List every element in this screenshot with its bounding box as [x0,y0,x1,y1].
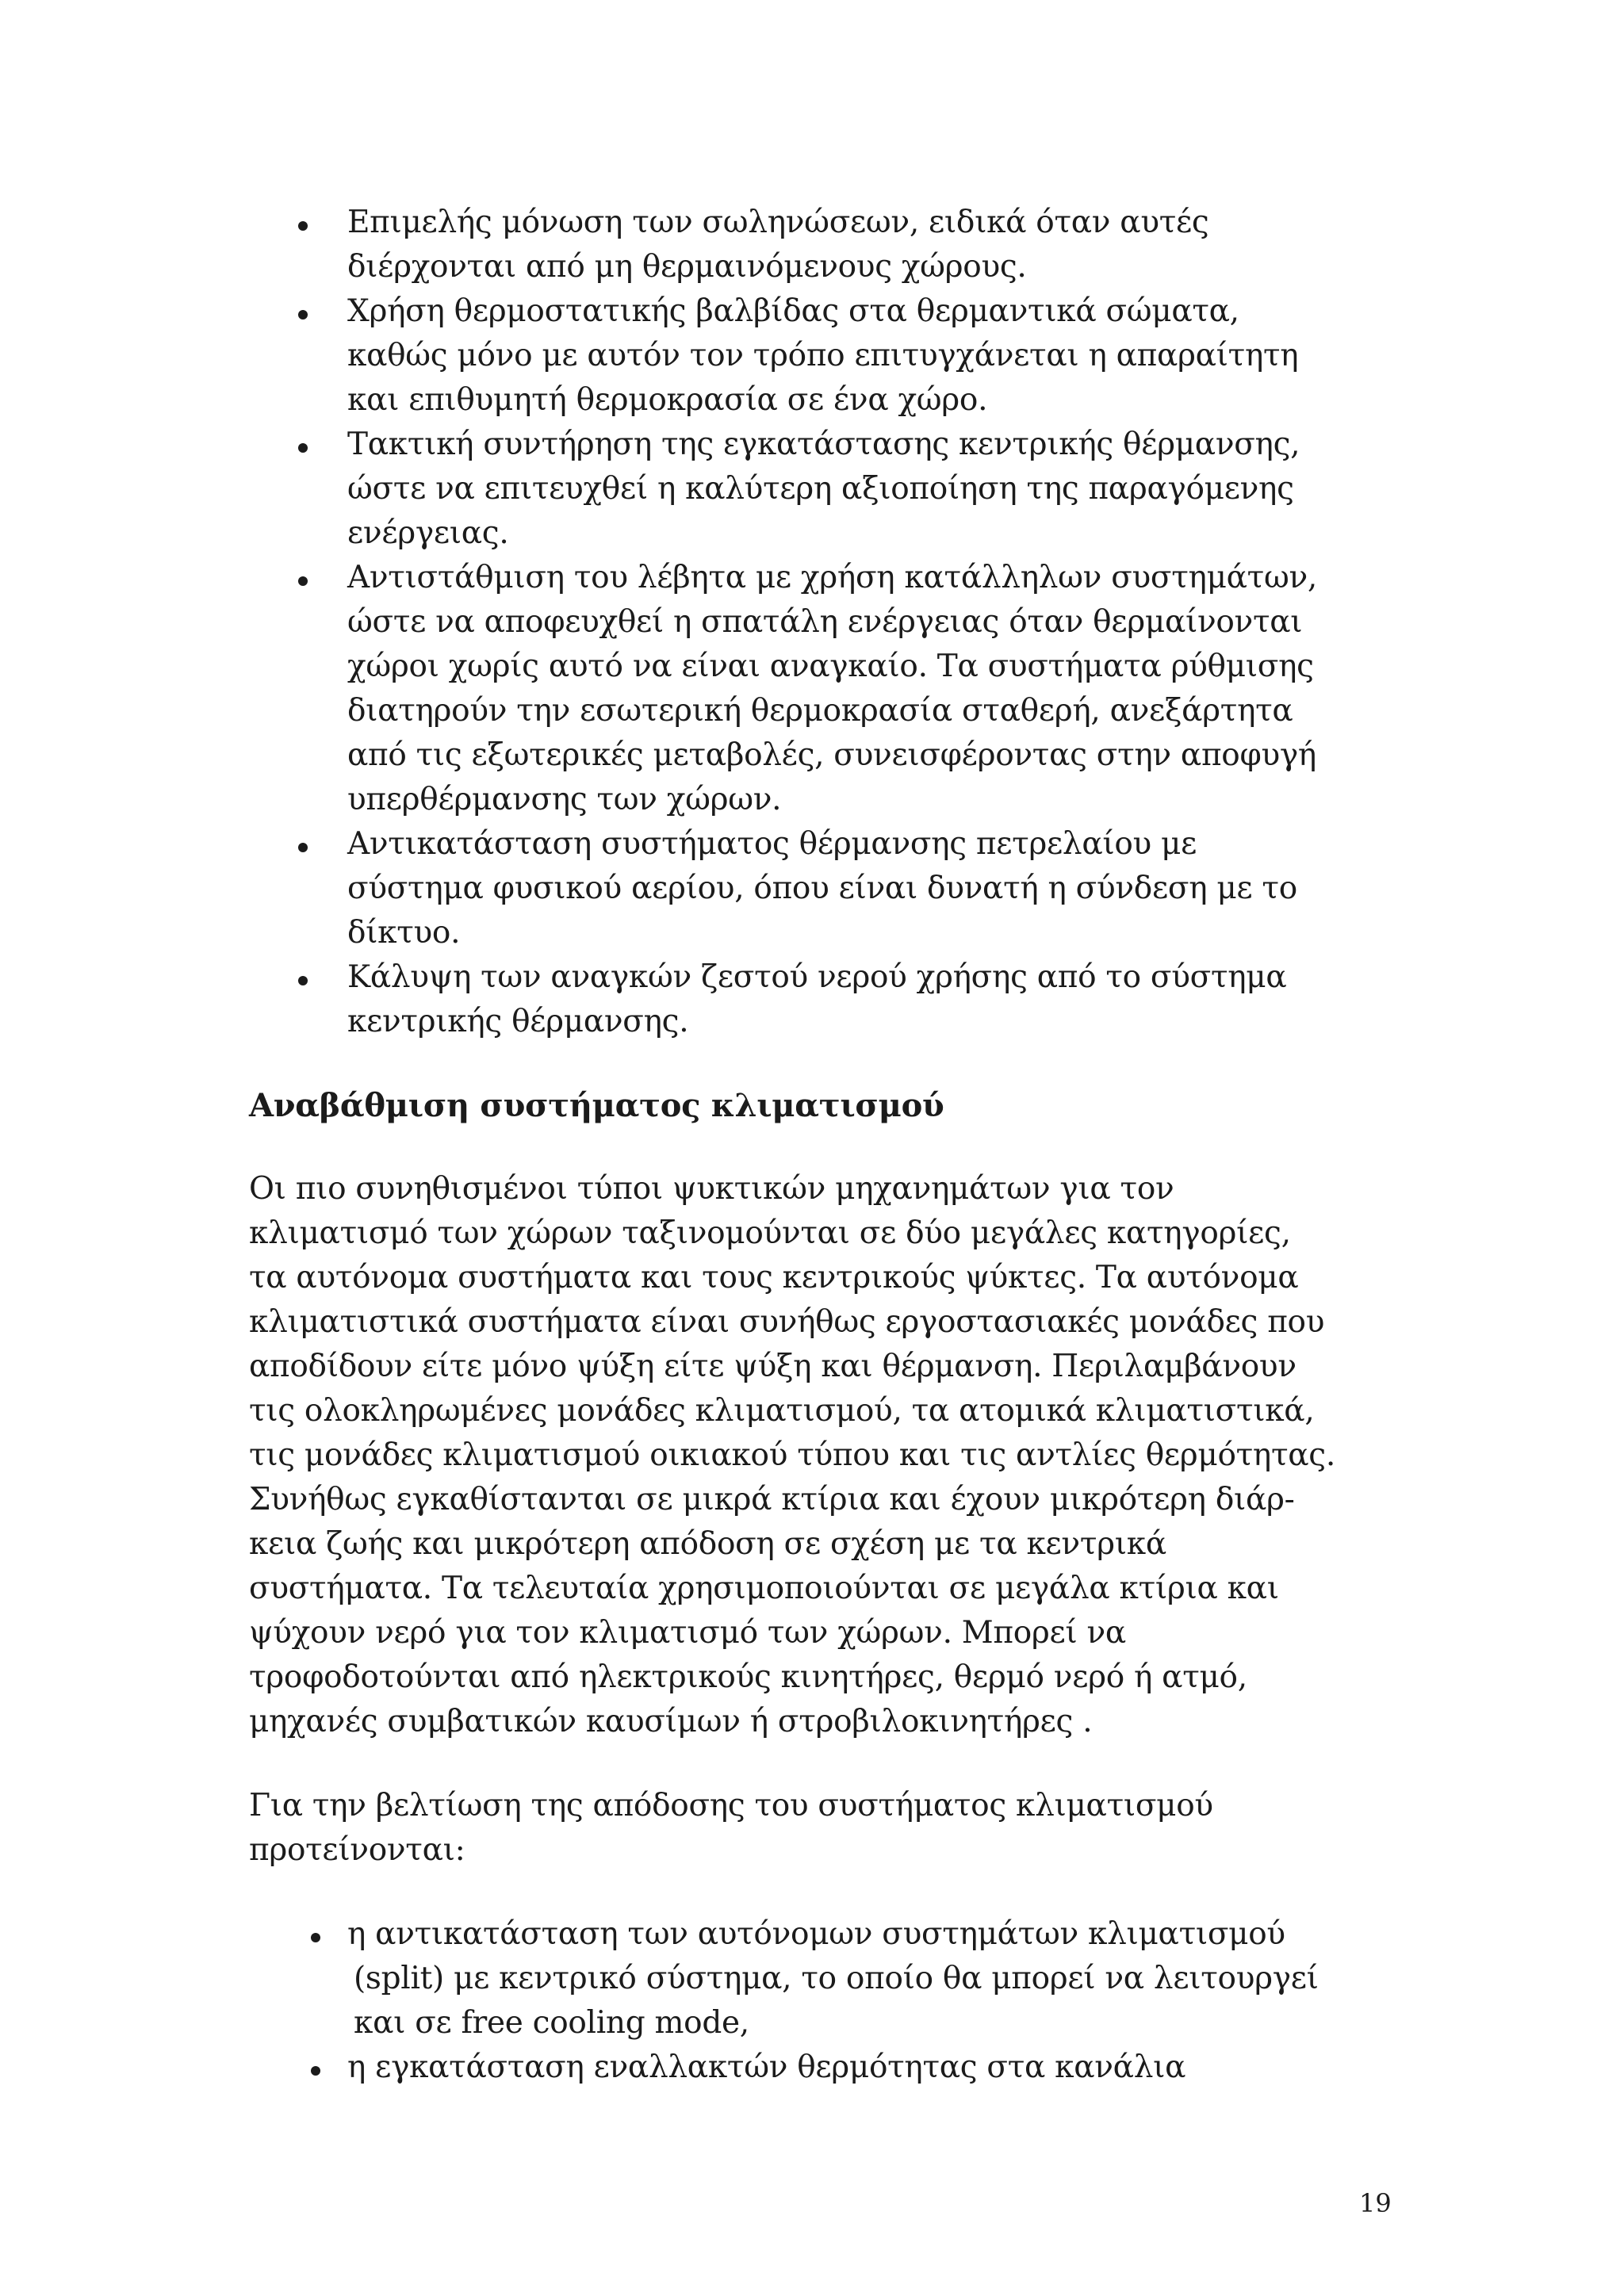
bullet-line: Τακτική συντήρηση της εγκατάστασης κεντρικής θέρμανσης, [347,427,1300,462]
bullet-line: χώροι χωρίς αυτό να είναι αναγκαίο. Τα συστήματα ρύθμισης [347,649,1314,684]
bullet-line: Χρήση θερμοστατικής βαλβίδας στα θερμαντικά σώματα, [347,293,1239,329]
paragraph-line: τις μονάδες κλιματισμού οικιακού τύπου και τις αντλίες θερμότητας. [249,1437,1335,1473]
bullet-line: η αντικατάσταση των αυτόνομων συστημάτων κλιματισμού [347,1916,1285,1952]
section-heading: Αναβάθμιση συστήματος κλιματισμού [249,1087,944,1124]
bullet-line: σύστημα φυσικού αερίου, όπου είναι δυνατή η σύνδεση με το [347,871,1297,906]
paragraph-line: Οι πιο συνηθισμένοι τύποι ψυκτικών μηχανημάτων για τον [249,1171,1174,1207]
bullet-line: και επιθυμητή θερμοκρασία σε ένα χώρο. [347,382,988,418]
bullet-line: Αντικατάσταση συστήματος θέρμανσης πετρελαίου με [347,826,1197,862]
bullet-dot [298,221,308,231]
bullet-dot [298,576,308,586]
page-number: 19 [1359,2188,1392,2218]
bullet-line: διέρχονται από μη θερμαινόμενους χώρους. [347,249,1027,285]
bullet-line: η εγκατάσταση εναλλακτών θερμότητας στα κανάλια [347,2049,1186,2085]
bullet-line: κεντρικής θέρμανσης. [347,1004,689,1039]
paragraph-line: συστήματα. Τα τελευταία χρησιμοποιούνται σε μεγάλα κτίρια και [249,1571,1279,1606]
bullet-dot [311,2066,320,2076]
bullet-line: Αντιστάθμιση του λέβητα με χρήση κατάλληλων συστημάτων, [347,560,1317,595]
bullet-dot [298,310,308,320]
paragraph-line: ψύχουν νερό για τον κλιματισμό των χώρων. Μπορεί να [249,1615,1126,1651]
bullet-line: ενέργειας. [347,515,509,551]
bullet-line: δίκτυο. [347,915,461,951]
bullet-line: υπερθέρμανσης των χώρων. [347,782,782,817]
bullet-line: Επιμελής μόνωση των σωληνώσεων, ειδικά όταν αυτές [347,205,1209,240]
paragraph-line: Για την βελτίωση της απόδοσης του συστήματος κλιματισμού [249,1788,1213,1823]
bullet-dot [298,843,308,852]
paragraph-line: αποδίδουν είτε μόνο ψύξη είτε ψύξη και θέρμανση. Περιλαμβάνουν [249,1349,1297,1384]
paragraph-line: κεια ζωής και μικρότερη απόδοση σε σχέση με τα κεντρικά [249,1526,1166,1562]
bullet-dot [298,976,308,985]
paragraph-line: κλιματιστικά συστήματα είναι συνήθως εργοστασιακές μονάδες που [249,1304,1325,1340]
bullet-dot [311,1933,320,1942]
bullet-line: ώστε να αποφευχθεί η σπατάλη ενέργειας όταν θερμαίνονται [347,604,1303,640]
bullet-line: ώστε να επιτευχθεί η καλύτερη αξιοποίηση της παραγόμενης [347,471,1294,507]
bullet-line: καθώς μόνο με αυτόν τον τρόπο επιτυγχάνεται η απαραίτητη [347,338,1299,373]
bullet-line: από τις εξωτερικές μεταβολές, συνεισφέροντας στην αποφυγή [347,737,1316,773]
bullet-line: διατηρούν την εσωτερική θερμοκρασία σταθερή, ανεξάρτητα [347,693,1293,729]
paragraph-line: τις ολοκληρωμένες μονάδες κλιματισμού, τα ατομικά κλιματιστικά, [249,1393,1315,1429]
paragraph-line: τροφοδοτούνται από ηλεκτρικούς κινητήρες, θερμό νερό ή ατμό, [249,1659,1247,1695]
bullet-line: και σε free cooling mode, [354,2005,749,2041]
paragraph-line: κλιματισμό των χώρων ταξινομούνται σε δύο μεγάλες κατηγορίες, [249,1215,1291,1251]
bullet-dot [298,443,308,453]
bullet-line: Κάλυψη των αναγκών ζεστού νερού χρήσης από το σύστημα [347,959,1287,995]
paragraph-line: Συνήθως εγκαθίστανται σε μικρά κτίρια και έχουν μικρότερη διάρ- [249,1482,1295,1517]
bullet-line: (split) με κεντρικό σύστημα, το οποίο θα μπορεί να λειτουργεί [354,1961,1319,1996]
paragraph-line: τα αυτόνομα συστήματα και τους κεντρικούς ψύκτες. Τα αυτόνομα [249,1260,1299,1295]
paragraph-line: προτείνονται: [249,1832,465,1868]
paragraph-line: μηχανές συμβατικών καυσίμων ή στροβιλοκινητήρες . [249,1704,1093,1739]
